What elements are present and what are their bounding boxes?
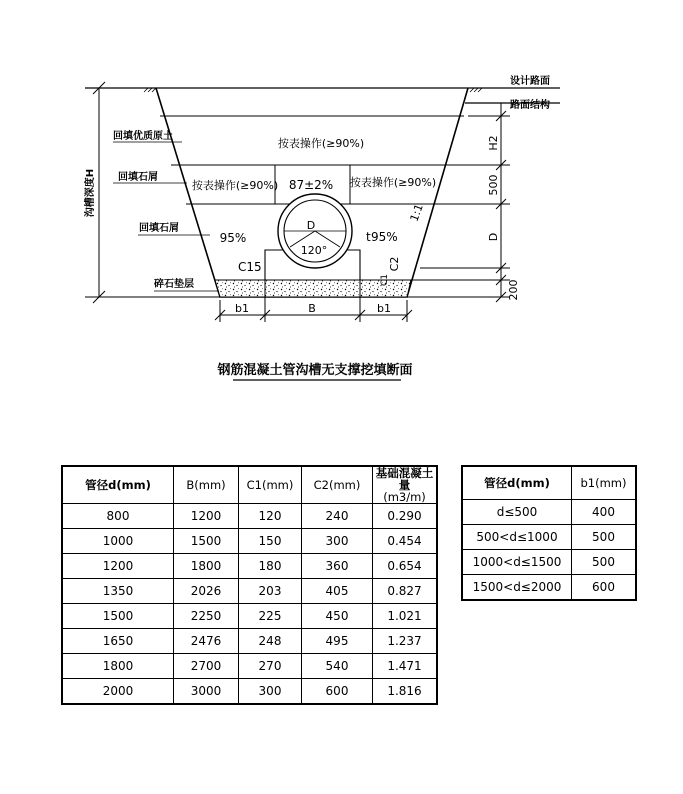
cell: 2000 [62,679,174,705]
header-c2: C2(mm) [302,466,373,504]
table-row [62,654,437,679]
compaction-top: 按表操作(≥90%) [277,137,365,150]
cell: 1200 [62,554,174,579]
cell: 120 [239,504,302,529]
table-row [62,629,437,654]
table-row [62,579,437,604]
cell: 1000 [62,529,174,554]
cell: 2476 [174,629,239,654]
dim-d: D [487,232,500,242]
cell: 1000<d≤1500 [462,550,572,575]
table-row [462,500,636,525]
compaction-middle-right: 按表操作(≥90%) [349,176,437,189]
cell: 180 [239,554,302,579]
cell: 1800 [174,554,239,579]
header-concrete-title: 基础混凝土量 [375,466,434,492]
cell: 800 [62,504,174,529]
cell: 1800 [62,654,174,679]
table-row [62,529,437,554]
cell: 1.816 [373,679,438,705]
compaction-middle-center: 87±2% [288,178,334,192]
dim-b1-left: b1 [235,302,249,315]
label-crushed-stone-1: 回填石屑 [118,172,158,183]
cell: 400 [572,500,637,525]
header-b: B(mm) [174,466,239,504]
c2-label: C2 [388,256,401,272]
dim-b1-right: b1 [377,302,391,315]
cell: 150 [239,529,302,554]
table-row [62,554,437,579]
cell: 300 [239,679,302,705]
cell: 0.290 [373,504,438,529]
slope-label: 1:1 [407,202,426,224]
cell: 2250 [174,604,239,629]
cell: 600 [572,575,637,601]
table-row [62,604,437,629]
cell: 500 [572,550,637,575]
header-concrete [373,466,438,504]
cell: 248 [239,629,302,654]
cell: 405 [302,579,373,604]
drawing-title: 钢筋混凝土管沟槽无支撑挖填断面 [217,363,413,378]
right-dimension-chain [407,103,510,302]
cell: 1.471 [373,654,438,679]
cell: 225 [239,604,302,629]
cell: 1500 [174,529,239,554]
table-row [462,575,636,601]
cell: 0.654 [373,554,438,579]
cell: 540 [302,654,373,679]
pipe-dimension-table [61,465,438,705]
cell: 495 [302,629,373,654]
cell: 0.827 [373,579,438,604]
cell: 360 [302,554,373,579]
side-percent: 95% [371,230,398,244]
cell: 203 [239,579,302,604]
pipe-diameter-label: D [306,219,316,232]
cell: 500<d≤1000 [462,525,572,550]
table-row [62,679,437,705]
cell: 1200 [174,504,239,529]
cell: 1500 [62,604,174,629]
cell: 0.454 [373,529,438,554]
pipe-angle-label: 120° [300,244,328,257]
table-row [62,504,437,529]
header-diameter: 管径d(mm) [62,466,174,504]
trench-depth-label: 沟槽深度H [85,168,96,218]
compaction-lower-left: 95% [219,231,247,245]
dim-b: B [308,302,316,315]
cell: 1650 [62,629,174,654]
cell: 450 [302,604,373,629]
cell: 500 [572,525,637,550]
dim-200: 200 [507,279,520,301]
cell: 1500<d≤2000 [462,575,572,601]
cell: 1.021 [373,604,438,629]
compaction-middle-left: 按表操作(≥90%) [191,179,279,192]
road-design-label: 设计路面 [510,76,550,87]
header-diameter-range: 管径d(mm) [462,466,572,500]
cell: 240 [302,504,373,529]
cell: d≤500 [462,500,572,525]
cell: 1350 [62,579,174,604]
base-concrete-label: C15 [238,260,262,274]
road-structure-label: 路面结构 [510,100,550,111]
dim-h2: H2 [487,135,500,151]
cell: 2700 [174,654,239,679]
cell: 2026 [174,579,239,604]
cell: 600 [302,679,373,705]
c1-label: C1 [380,273,390,287]
header-b1: b1(mm) [572,466,637,500]
pipe-wall-label: t [366,230,371,244]
cell: 300 [302,529,373,554]
table-row [462,525,636,550]
depth-dimension [85,82,220,303]
label-top-fill: 回填优质原土 [113,131,173,142]
table-row [462,550,636,575]
table-header-row [462,466,636,500]
cell: 3000 [174,679,239,705]
b1-width-table [461,465,637,601]
label-crushed-stone-2: 回填石屑 [139,223,179,234]
cell: 1.237 [373,629,438,654]
leader-lines [113,142,219,291]
label-gravel-cushion: 碎石垫层 [154,279,194,290]
table-header-row [62,466,437,504]
dim-500: 500 [487,174,500,196]
cell: 270 [239,654,302,679]
header-c1: C1(mm) [239,466,302,504]
header-concrete-unit: (m3/m) [383,490,426,504]
